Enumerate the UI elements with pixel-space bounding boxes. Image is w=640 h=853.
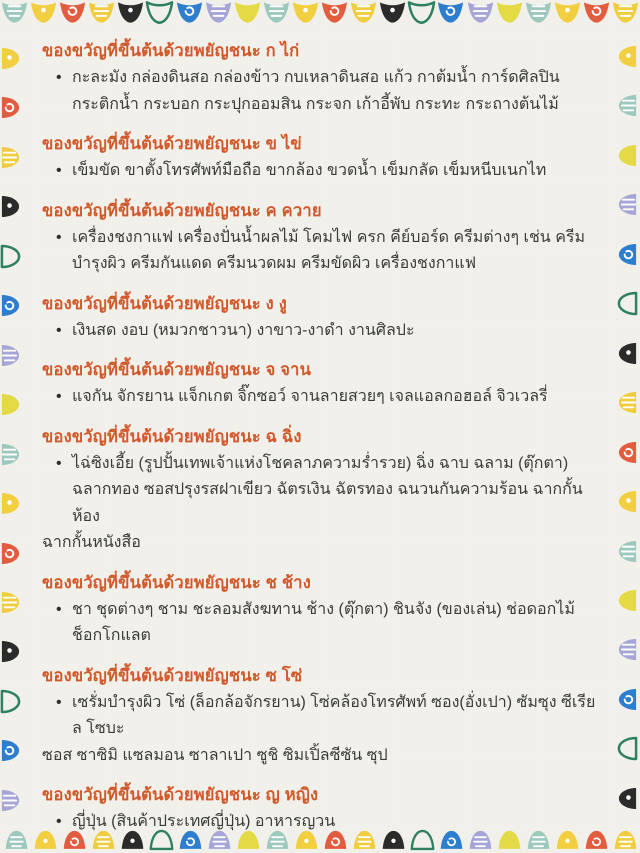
bullet-icon: • xyxy=(56,813,62,830)
bullet-icon: • xyxy=(56,69,62,86)
section-ngo-ngu xyxy=(42,291,602,345)
border-shape-red-spiral xyxy=(320,0,349,26)
list-item xyxy=(42,318,602,345)
border-shape-black-dot xyxy=(116,0,145,26)
border-shape-yellow-striped xyxy=(612,826,639,852)
border-shape-green-outline xyxy=(0,244,21,269)
bullet-icon: • xyxy=(56,600,62,618)
border-shape-yellow-striped xyxy=(0,590,21,615)
decorative-border-left xyxy=(0,46,23,813)
border-shape-black-dot xyxy=(0,639,21,664)
border-shape-green-outline xyxy=(145,0,174,26)
border-shape-yellow-striped xyxy=(87,0,116,26)
border-shape-yellow-dot xyxy=(617,489,638,514)
border-shape-yellow-dot xyxy=(617,44,638,69)
border-shape-teal-striped xyxy=(262,0,291,26)
border-shape-blue-spiral xyxy=(0,293,21,318)
border-shape-red-spiral xyxy=(582,0,611,26)
border-shape-black-dot xyxy=(378,0,407,26)
list-item xyxy=(42,158,602,185)
border-shape-teal-striped xyxy=(0,0,29,26)
section-heading: ของขวัญที่ขึ้นต้นด้วยพยัญชนะ ข ไข่ xyxy=(42,135,302,153)
list-item-text: ญี่ปุ่น (สินค้าประเทศญี่ปุ่น) อาหารญวน xyxy=(72,813,336,830)
section-yo-ying xyxy=(42,782,602,836)
border-shape-teal-striped xyxy=(617,539,638,564)
border-shape-lavender-striped xyxy=(0,788,21,813)
border-shape-blue-spiral xyxy=(175,0,204,26)
section-heading: ของขวัญที่ขึ้นต้นด้วยพยัญชนะ ช ช้าง xyxy=(42,573,311,592)
border-shape-green-outline xyxy=(0,689,21,714)
bullet-icon: • xyxy=(56,388,62,405)
border-shape-lavender-striped xyxy=(617,192,638,217)
border-shape-blue-spiral xyxy=(0,738,21,763)
border-shape-yellow-plain xyxy=(617,588,638,613)
border-shape-red-spiral xyxy=(58,0,87,26)
border-shape-yellow-dot xyxy=(291,0,320,26)
section-cho-chan xyxy=(42,357,602,411)
gift-list-content xyxy=(42,38,602,849)
border-shape-red-spiral xyxy=(617,440,638,465)
border-shape-yellow-plain xyxy=(0,392,21,417)
continuation-text: ฉากกั้นหนังสือ xyxy=(42,534,141,551)
section-cho-ching xyxy=(42,424,602,557)
decorative-border-right xyxy=(617,44,640,811)
border-shape-teal-striped xyxy=(617,93,638,118)
border-shape-teal-striped xyxy=(3,826,30,852)
list-item xyxy=(42,65,602,118)
border-shape-blue-spiral xyxy=(436,0,465,26)
list-item-text: กะละมัง กล่องดินสอ กล่องข้าว กบเหลาดินสอ แก้ว กาต้มน้ำ การ์ดศิลปิน กระติกน้ำ กระบอก กระปุกออมสิน กระจก เก้าอี้พับ กระทะ กระถางต้นไม้ xyxy=(72,69,560,113)
list-item xyxy=(42,690,602,743)
list-item-text: เงินสด งอบ (หมวกชาวนา) งาขาว-งาดำ งานศิลปะ xyxy=(72,321,415,339)
border-shape-yellow-dot xyxy=(553,0,582,26)
section-heading: ของขวัญที่ขึ้นต้นด้วยพยัญชนะ ค ควาย xyxy=(42,201,322,220)
border-shape-lavender-striped xyxy=(617,637,638,662)
border-shape-yellow-striped xyxy=(617,390,638,415)
list-item xyxy=(42,809,602,836)
list-item-text: ไฉ่ซิงเอี้ย (รูปปั้นเทพเจ้าแห่งโชคลาภความร่ำรวย) ฉิ่ง ฉาบ ฉลาม (ตุ๊กตา) ฉลากทอง ซอสปรุงรสฝาเขียว ฉัตรเงิน ฉัตรทอง ฉนวนกันความร้อน ฉากกั้นห้อง xyxy=(72,454,583,525)
border-shape-teal-striped xyxy=(524,0,553,26)
section-kho-khai xyxy=(42,131,602,185)
border-shape-yellow-striped xyxy=(0,145,21,170)
border-shape-yellow-plain xyxy=(495,0,524,26)
section-heading: ของขวัญที่ขึ้นต้นด้วยพยัญชนะ ญ หญิง xyxy=(42,786,319,804)
section-cho-chang xyxy=(42,570,602,650)
border-shape-yellow-striped xyxy=(611,0,640,26)
bullet-icon: • xyxy=(56,162,62,179)
border-shape-yellow-dot xyxy=(29,0,58,26)
list-item xyxy=(42,225,602,278)
border-shape-blue-spiral xyxy=(617,242,638,267)
bullet-icon: • xyxy=(56,693,62,711)
border-shape-black-dot xyxy=(617,786,638,811)
section-heading: ของขวัญที่ขึ้นต้นด้วยพยัญชนะ ง งู xyxy=(42,294,287,313)
section-heading: ของขวัญที่ขึ้นต้นด้วยพยัญชนะ ก ไก่ xyxy=(42,42,300,60)
continuation-text: ซอส ซาซิมิ แซลมอน ซาลาเปา ซูชิ ซิมเปิ้ลซีซัน ซุป xyxy=(42,746,388,764)
border-shape-yellow-plain xyxy=(233,0,262,26)
list-item-text: แจกัน จักรยาน แจ็กเกต จิ๊กซอว์ จานลายสวยๆ เจลแอลกอฮอล์ จิวเวลรี่ xyxy=(72,388,548,405)
border-shape-yellow-striped xyxy=(349,0,378,26)
section-ko-kai xyxy=(42,38,602,118)
list-item xyxy=(42,384,602,411)
section-kho-khwai xyxy=(42,198,602,278)
list-item-text: เข็มขัด ขาตั้งโทรศัพท์มือถือ ขากล้อง ขวดน้ำ เข็มกลัด เข็มหนีบเนกไท xyxy=(72,162,547,179)
border-shape-yellow-dot xyxy=(0,46,21,71)
list-item-text: ชา ชุดต่างๆ ชาม ชะลอมสังฆทาน ช้าง (ตุ๊กตา) ชินจัง (ของเล่น) ช่อดอกไม้ ช็อกโกแลต xyxy=(72,600,575,644)
border-shape-lavender-striped xyxy=(466,0,495,26)
decorative-border-top xyxy=(0,0,640,27)
bullet-icon: • xyxy=(56,228,62,246)
bullet-icon: • xyxy=(56,454,62,472)
border-shape-green-outline xyxy=(617,291,638,316)
border-shape-lavender-striped xyxy=(204,0,233,26)
border-shape-yellow-dot xyxy=(0,491,21,516)
border-shape-teal-striped xyxy=(0,442,21,467)
section-heading: ของขวัญที่ขึ้นต้นด้วยพยัญชนะ ซ โซ่ xyxy=(42,666,303,685)
border-shape-green-outline xyxy=(617,736,638,761)
border-shape-red-spiral xyxy=(0,95,21,120)
list-item-text: เครื่องชงกาแฟ เครื่องปั่นน้ำผลไม้ โคมไฟ ครก คีย์บอร์ด ครีมต่างๆ เช่น ครีมบำรุงผิว ครีมกันแดด ครีมนวดผม ครีมขัดผิว เครื่องชงกาแฟ xyxy=(72,228,586,272)
border-shape-red-spiral xyxy=(0,541,21,566)
border-shape-yellow-plain xyxy=(617,143,638,168)
border-shape-lavender-striped xyxy=(0,343,21,368)
bullet-icon: • xyxy=(56,321,62,339)
list-item xyxy=(42,451,602,531)
list-item xyxy=(42,597,602,650)
border-shape-black-dot xyxy=(617,341,638,366)
section-heading: ของขวัญที่ขึ้นต้นด้วยพยัญชนะ จ จาน xyxy=(42,361,312,379)
border-shape-black-dot xyxy=(0,194,21,219)
section-so-so xyxy=(42,663,602,770)
list-item-text: เซรั่มบำรุงผิว โซ่ (ล็อกล้อจักรยาน) โซ่คล้องโทรศัพท์ ซอง(อั่งเปา) ซัมซุง ซีเรียล โซบะ xyxy=(72,693,596,737)
border-shape-blue-spiral xyxy=(617,687,638,712)
border-shape-green-outline xyxy=(407,0,436,26)
section-heading: ของขวัญที่ขึ้นต้นด้วยพยัญชนะ ฉ ฉิ่ง xyxy=(42,427,302,446)
